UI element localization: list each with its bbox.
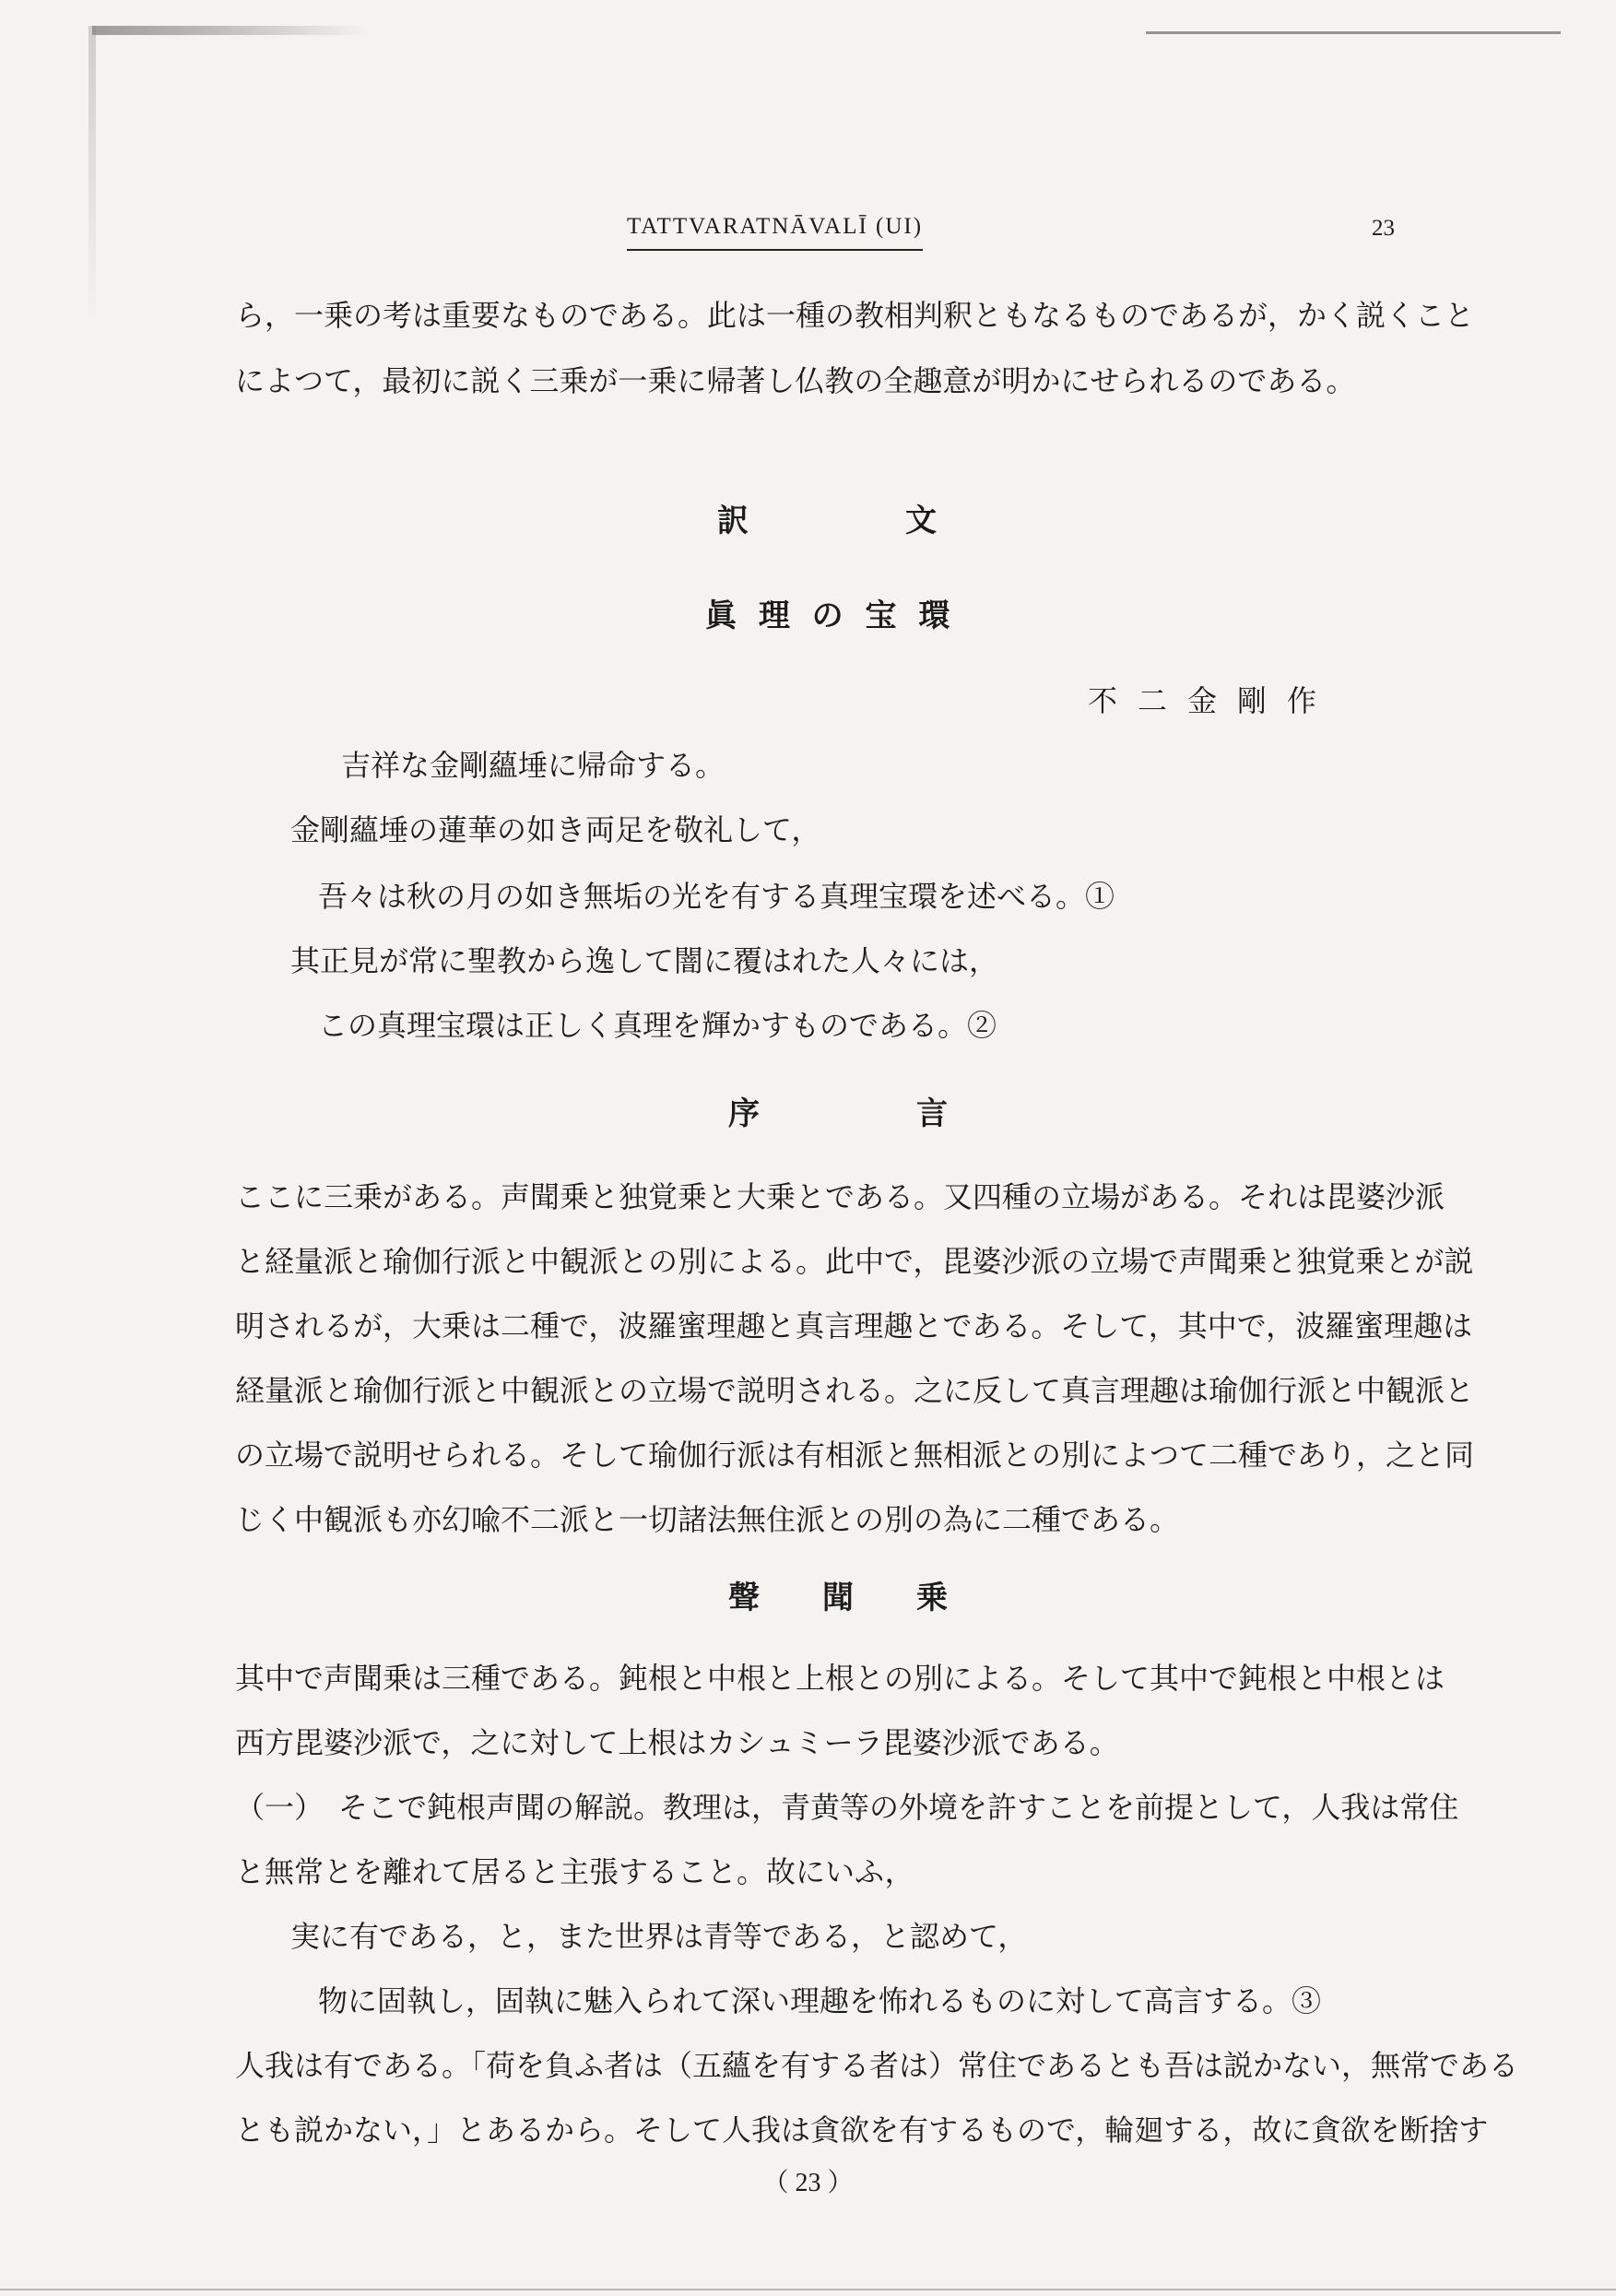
verse-line: 其正見が常に聖教から逸して闇に覆はれた人々には，: [290, 943, 999, 978]
intro-line: ら，一乗の考は重要なものである。此は一種の教相判釈ともなるものであるが，かく説くこと: [235, 298, 1475, 333]
preface-line: じく中観派も亦幻喩不二派と一切諸法無住派との別の為に二種である。: [235, 1502, 1180, 1537]
preface-line: と経量派と瑜伽行派と中観派との別による。此中で，毘婆沙派の立場で声聞乗と独覚乗とが説: [235, 1244, 1474, 1279]
verse-line: 金剛蘊埵の蓮華の如き両足を敬礼して，: [290, 812, 821, 847]
section-heading-preface: 序 言: [728, 1095, 948, 1132]
scan-edge-bottom: [0, 2289, 1616, 2290]
preface-line: ここに三乗がある。声聞乗と独覚乗と大乗とである。又四種の立場がある。それは毘婆沙派: [235, 1179, 1445, 1214]
verse-line: この真理宝環は正しく真理を輝かすものである。②: [318, 1008, 997, 1043]
preface-line: 経量派と瑜伽行派と中観派との立場で説明される。之に反して真言理趣は瑜伽行派と中観派と: [235, 1373, 1475, 1408]
shravaka-line: とも説かない，」とあるから。そして人我は貪欲を有するもので，輪廻する，故に貪欲を断捨す: [235, 2113, 1489, 2148]
scan-edge-top-right: [1146, 31, 1561, 34]
shravaka-verse-line: 物に固執し，固執に魅入られて深い理趣を怖れるものに対して高言する。③: [318, 1983, 1322, 2018]
scan-edge-top: [92, 26, 369, 35]
preface-line: の立場で説明せられる。そして瑜伽行派は有相派と無相派との別によつて二種であり，之と同: [235, 1438, 1475, 1473]
work-title: 眞 理 の 宝 環: [705, 598, 956, 634]
preface-line: 明されるが，大乗は二種で，波羅蜜理趣と真言理趣とである。そして，其中で，波羅蜜理趣は: [235, 1308, 1473, 1343]
section-heading-translation: 訳 文: [717, 503, 937, 539]
page-number: 23: [1372, 216, 1395, 241]
scan-edge-left: [88, 26, 96, 321]
author-line: 不二金剛作: [1088, 683, 1338, 718]
folio-page-number: （ 23 ）: [762, 2169, 854, 2197]
verse-line: 吾々は秋の月の如き無垢の光を有する真理宝環を述べる。①: [318, 879, 1115, 914]
shravaka-verse-line: 実に有である，と，また世界は青等である，と認めて，: [290, 1919, 1028, 1954]
shravaka-line: （一） そこで鈍根声聞の解説。教理は，青黄等の外境を許すことを前提として，人我は常住: [235, 1790, 1459, 1825]
shravaka-line: 人我は有である。「荷を負ふ者は（五蘊を有する者は）常住であるとも吾は説かない，無常である: [235, 2048, 1519, 2083]
shravaka-line: 其中で声聞乗は三種である。鈍根と中根と上根との別による。そして其中で鈍根と中根とは: [235, 1661, 1445, 1696]
shravaka-line: と無常とを離れて居ると主張すること。故にいふ，: [235, 1854, 914, 1889]
verse-line: 吉祥な金剛蘊埵に帰命する。: [341, 748, 725, 783]
shravaka-line: 西方毘婆沙派で，之に対して上根はカシュミーラ毘婆沙派である。: [235, 1725, 1119, 1760]
running-title: TATTVARATNĀVALĪ (UI): [627, 214, 923, 251]
intro-line: によつて，最初に説く三乗が一乗に帰著し仏教の全趣意が明かにせられるのである。: [235, 363, 1356, 398]
section-heading-shravaka: 聲 聞 乗: [728, 1580, 948, 1616]
